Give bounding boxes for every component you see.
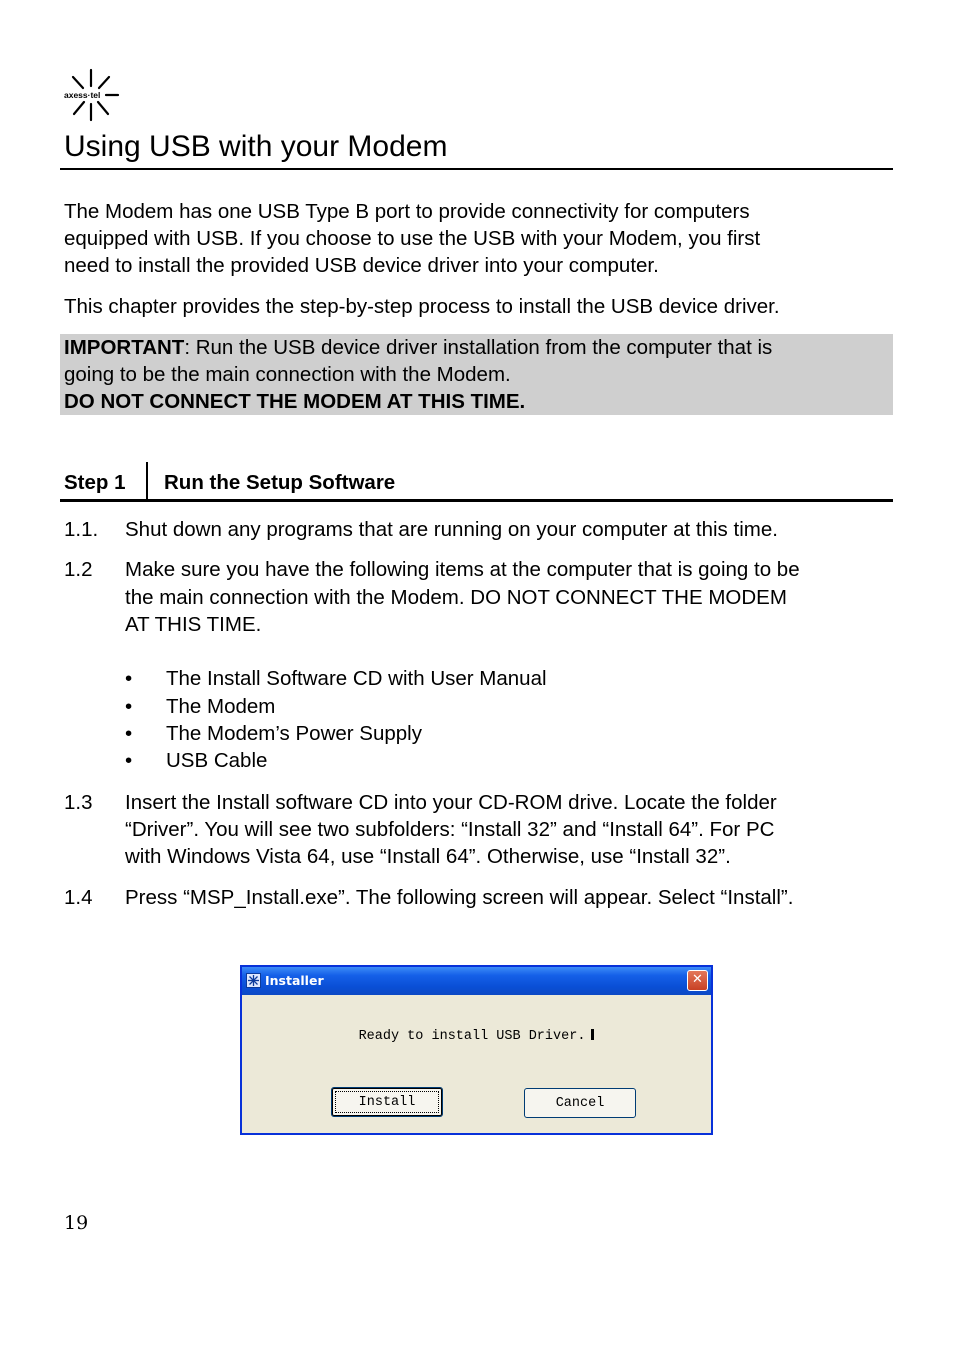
step-item-text: Insert the Install software CD into your CD-ROM drive. Locate the folder — [125, 791, 777, 814]
axesstel-logo — [60, 66, 122, 124]
installer-app-icon — [246, 973, 261, 988]
bullet-item: The Modem’s Power Supply — [166, 722, 422, 745]
install-button-label: Install — [358, 1094, 416, 1110]
dialog-title: Installer — [265, 973, 324, 988]
text-cursor — [591, 1029, 594, 1040]
logo-wordmark: axess·tel — [64, 90, 101, 100]
close-icon: ✕ — [692, 972, 703, 987]
intro-line-3: need to install the provided USB device driver into your computer. — [64, 254, 659, 277]
dialog-message-text: Ready to install USB Driver. — [358, 1029, 586, 1044]
cancel-button-label: Cancel — [555, 1095, 605, 1111]
step-divider-bar — [146, 462, 148, 499]
step-number: 1.1. — [64, 518, 99, 541]
intro-line-1: The Modem has one USB Type B port to provide connectivity for computers — [64, 200, 750, 223]
page-title: Using USB with your Modem — [64, 130, 448, 163]
install-button[interactable] — [331, 1087, 443, 1117]
bullet-dot: • — [125, 667, 133, 690]
step-item-text: with Windows Vista 64, use “Install 64”. Otherwise, use “Install 32”. — [125, 845, 731, 868]
step-rule — [60, 499, 893, 502]
bullet-item: USB Cable — [166, 749, 268, 772]
step-number: 1.2 — [64, 558, 93, 581]
intro-line-4: This chapter provides the step-by-step process to install the USB device driver. — [64, 295, 780, 318]
close-button[interactable] — [687, 970, 708, 991]
important-text-2: going to be the main connection with the Modem. — [64, 363, 511, 386]
step-item-text: Press “MSP_Install.exe”. The following screen will appear. Select “Install”. — [125, 886, 794, 909]
focus-ring — [335, 1091, 439, 1113]
bullet-dot: • — [125, 749, 133, 772]
step-number: 1.4 — [64, 886, 93, 909]
step-label: Step 1 — [64, 471, 126, 494]
cancel-button[interactable] — [524, 1088, 636, 1118]
title-divider — [60, 168, 893, 170]
installer-dialog — [240, 965, 713, 1135]
intro-line-2: equipped with USB. If you choose to use the USB with your Modem, you first — [64, 227, 761, 250]
step-item-text: Shut down any programs that are running on your computer at this time. — [125, 518, 778, 541]
step-number: 1.3 — [64, 791, 93, 814]
step-item-text: the main connection with the Modem. DO NOT CONNECT THE MODEM — [125, 586, 787, 609]
step-item-text: Make sure you have the following items at the computer that is going to be — [125, 558, 800, 581]
bullet-item: The Modem — [166, 695, 276, 718]
step-item-text: AT THIS TIME. — [125, 613, 262, 636]
important-text-1: : Run the USB device driver installation from the computer that is — [184, 336, 773, 359]
important-warning: DO NOT CONNECT THE MODEM AT THIS TIME. — [64, 390, 526, 413]
important-label: IMPORTANT — [64, 336, 185, 359]
bullet-dot: • — [125, 695, 133, 718]
step-item-text: “Driver”. You will see two subfolders: “Install 32” and “Install 64”. For PC — [125, 818, 775, 841]
bullet-dot: • — [125, 722, 133, 745]
bullet-item: The Install Software CD with User Manual — [166, 667, 547, 690]
step-title: Run the Setup Software — [164, 471, 396, 494]
dialog-titlebar[interactable] — [242, 967, 711, 995]
step-heading — [60, 462, 893, 502]
important-notice — [60, 334, 893, 415]
dialog-message — [242, 1029, 711, 1044]
page-number: 19 — [64, 1212, 89, 1234]
